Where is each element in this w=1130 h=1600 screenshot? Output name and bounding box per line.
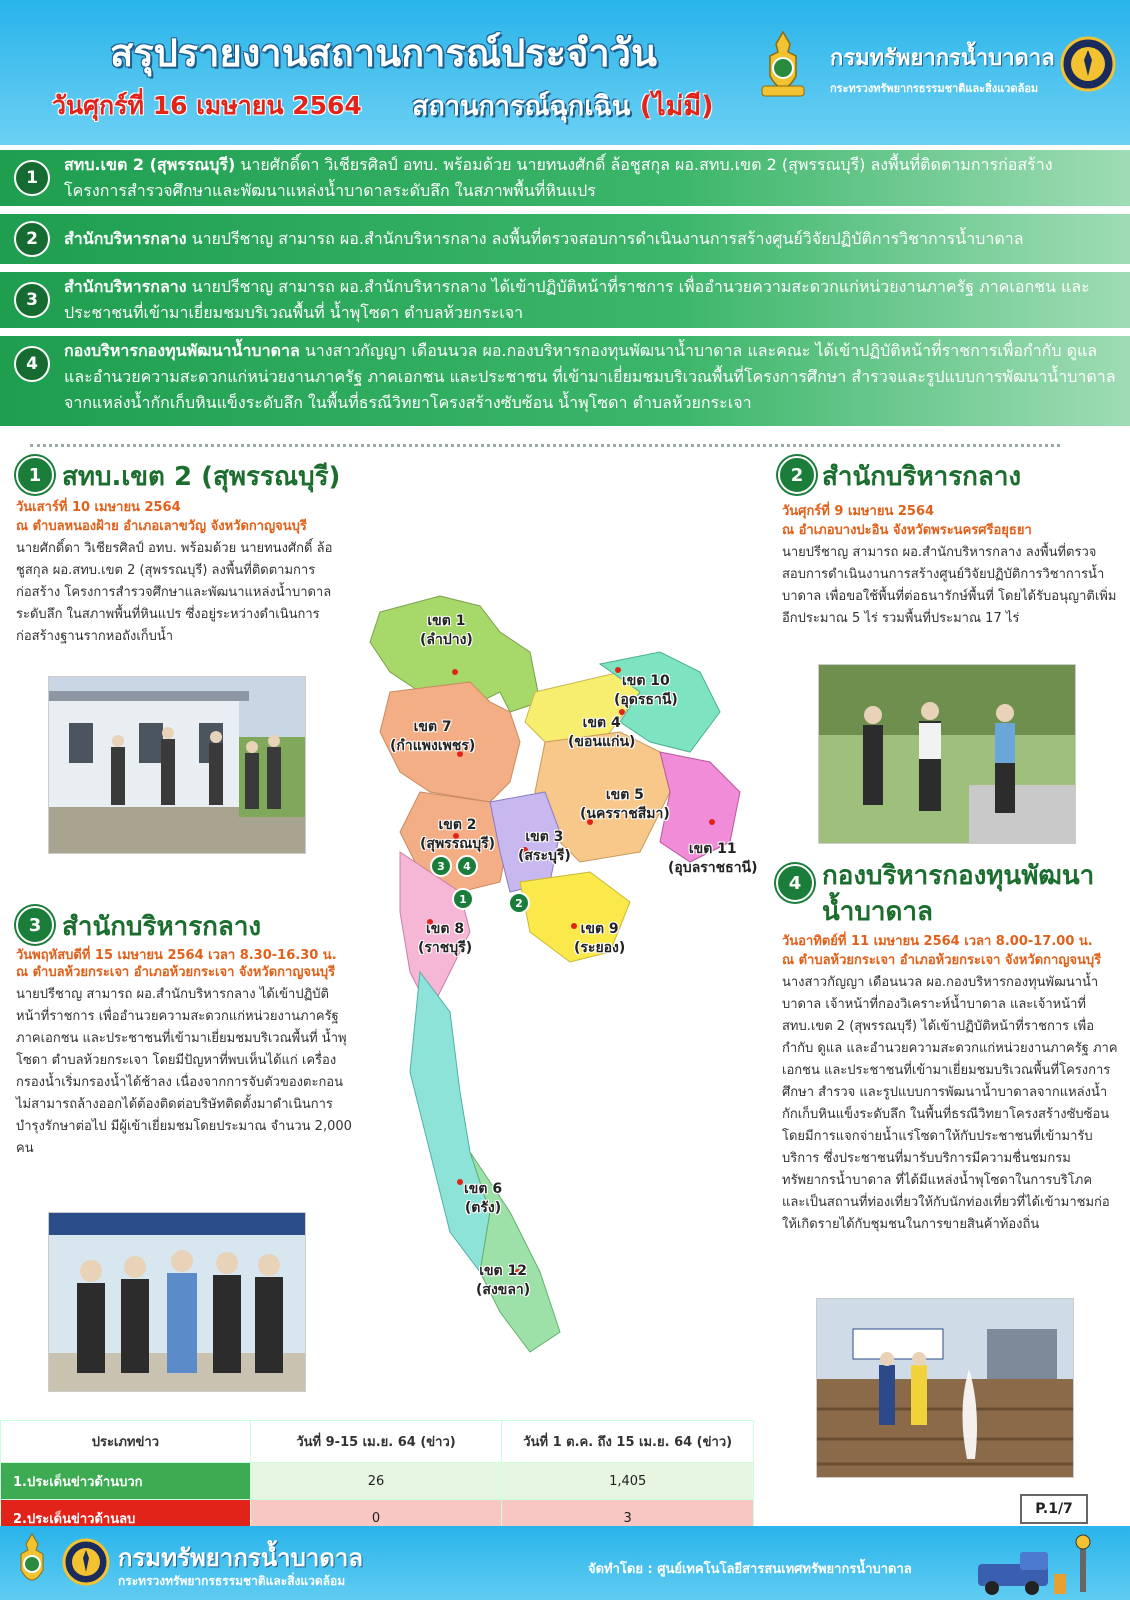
summary-item-3 [0, 272, 1130, 328]
section-3-photo [48, 1212, 306, 1392]
department-emblem-icon [10, 1532, 54, 1594]
map-label-region-5: เขต 5 (นครราชสีมา) [580, 787, 670, 822]
footer-produced-by: จัดทำโดย : ศูนย์เทคโนโลยีสารสนเทศทรัพยากรน้ำบาดาล [588, 1562, 912, 1577]
section-4-text: นางสาวกัญญา เดือนนวล ผอ.กองบริหารกองทุนพัฒนาน้ำบาดาล เจ้าหน้าที่กองวิเคราะห์น้ำบาดาล และเจ้าหน้าที่ สทบ.เขต 2 (สุพรรณบุรี) ได้เข้าปฏิบัติหน้าที่ราชการ เพื่อกำกับ ดูแล และอำนวยความสะดวกแก่หน่วยงานภาครัฐ ภาคเอกชน และประชาชนที่เข้ามาเยี่ยมชมบริเวณพื้นที่โครงการศึกษา สำรวจ และรูปแบบการพัฒนาน้ำบาดาลจากแหล่งน้ำกักเก็บหินแข็งระดับลึก ในพื้นที่ธรณีวิทยาโครงสร้างซับซ้อน โดยมีการแจกจ่ายน้ำแร่โซดาให้กับประชาชนที่เข้ามารับบริการ ซึ่งประชาชนที่มารับบริการมีความชื่นชมกรมทรัพยากรน้ำบาดาล ที่ได้มีแหล่งน้ำพุโซดาในการบริโภค และเป็นสถานที่ท่องเที่ยวให้กับนักท่องเที่ยวที่ได้เข้ามาชมก่อให้เกิดรายได้กับชุมชนในการขายสินค้าท้องถิ่น [782, 975, 1118, 1232]
section-1-text: นายศักดิ์ดา วิเชียรศิลป์ อทบ. พร้อมด้วย นายทนงศักดิ์ ล้อชูสกุล ผอ.สทบ.เขต 2 (สุพรรณบุรี) ลงพื้นที่ติดตามการก่อสร้าง โครงการสำรวจศึกษาและพัฒนาแหล่งน้ำบาดาลระดับลึก ในสภาพพื้นที่หินแปร ซึ่งอยู่ระหว่างดำเนินการก่อสร้างฐานรากหอถังเก็บน้ำ [16, 541, 333, 644]
map-label-region-4: เขต 4 (ขอนแก่น) [568, 715, 636, 750]
emergency-value: (ไม่มี) [639, 91, 714, 122]
ministry-name: กระทรวงทรัพยากรธรรมชาติและสิ่งแวดล้อม [830, 82, 1039, 95]
summary-item-4 [0, 336, 1130, 426]
section-2-photo [818, 664, 1076, 844]
section-3-text: นายปรีชาญ สามารถ ผอ.สำนักบริหารกลาง ได้เข้าปฏิบัติหน้าที่ราชการ เพื่ออำนวยความสะดวกแก่หน่วยงานภาครัฐ ภาคเอกชน และประชาชนที่เข้ามาเยี่ยมชมบริเวณพื้นที่ น้ำพุโซดา ตำบลห้วยกระเจา โดยมีปัญหาที่พบเห็นได้แก่ เครื่องกรองน้ำเริ่มกรองน้ำได้ช้าลง เนื่องจากการจับตัวของตะกอนไม่สามารถล้างออกได้ต้องติดต่อบริษัทติดตั้งมาดำเนินการบำรุงรักษาต่อไป มีผู้เข้าเยี่ยมชมโดยประมาณ จำนวน 2,000 คน [16, 987, 352, 1156]
table-header: ประเภทข่าว [1, 1421, 251, 1463]
group-photo-icon [49, 1213, 306, 1392]
table-row-positive [1, 1463, 754, 1500]
summary-number: 4 [14, 346, 50, 382]
page-header [0, 0, 1130, 145]
section-2-number: 2 [778, 456, 816, 494]
section-3-place: ณ ตำบลห้วยกระเจา อำเภอห้วยกระเจา จังหวัดกาญจนบุรี [16, 965, 336, 980]
summary-heading: กองบริหารกองทุนพัฒนาน้ำบาดาล [64, 341, 300, 360]
summary-heading: สำนักบริหารกลาง [64, 229, 187, 248]
section-3-date: วันพฤหัสบดีที่ 15 เมษายน 2564 เวลา 8.30-16.30 น. [16, 948, 337, 963]
summary-text [64, 226, 1116, 252]
section-2-place: ณ อำเภอบางปะอิน จังหวัดพระนครศรีอยุธยา [782, 523, 1032, 538]
map-label-region-6: เขต 6 (ตรัง) [464, 1181, 503, 1216]
page-number: P.1/7 [1020, 1494, 1088, 1524]
table-header-row [1, 1421, 754, 1463]
summary-body: นายศักดิ์ดา วิเชียรศิลป์ อทบ. พร้อมด้วย นายทนงศักดิ์ ล้อชูสกุล ผอ.สทบ.เขต 2 (สุพรรณบุรี) ลงพื้นที่ติดตามการก่อสร้าง โครงการสำรวจศึกษาและพัฒนาแหล่งน้ำบาดาลระดับลึก ในสภาพพื้นที่หินแปร [64, 155, 1053, 200]
map-label-region-12: เขต 12 (สงขลา) [476, 1263, 531, 1298]
section-1-place: ณ ตำบลหนองฝ้าย อำเภอเลาขวัญ จังหวัดกาญจนบุรี [16, 519, 307, 534]
table-cell: 1.ประเด็นข่าวด้านบวก [1, 1463, 251, 1500]
summary-number: 1 [14, 160, 50, 196]
summary-text [64, 274, 1116, 326]
table-header: วันที่ 1 ต.ค. ถึง 15 เม.ย. 64 (ข่าว) [502, 1421, 754, 1463]
table-cell: 1,405 [502, 1463, 754, 1500]
section-2-date: วันศุกร์ที่ 9 เมษายน 2564 [782, 504, 935, 519]
divider [30, 444, 1060, 447]
section-4-body [782, 950, 1118, 1236]
soda-spring-photo-icon [817, 1299, 1074, 1478]
summary-text [64, 338, 1116, 416]
drilling-truck-icon [970, 1534, 1120, 1598]
section-2-body [782, 520, 1118, 630]
footer-department-name: กรมทรัพยากรน้ำบาดาล [118, 1544, 364, 1572]
summary-body: นายปรีชาญ สามารถ ผอ.สำนักบริหารกลาง ได้เข้าปฏิบัติหน้าที่ราชการ เพื่ออำนวยความสะดวกแก่หน่วยงานภาครัฐ ภาคเอกชน และประชาชนที่เข้ามาเยี่ยมชมบริเวณพื้นที่ น้ำพุโซดา ตำบลห้วยกระเจา [64, 277, 1090, 322]
map-label-region-9: เขต 9 (ระยอง) [574, 921, 626, 956]
department-emblem-icon [752, 30, 814, 102]
summary-body: นายปรีชาญ สามารถ ผอ.สำนักบริหารกลาง ลงพื้นที่ตรวจสอบการดำเนินงานการสร้างศูนย์วิจัยปฏิบัติการวิชาการน้ำบาดาล [186, 229, 1024, 248]
emergency-label: สถานการณ์ฉุกเฉิน [412, 91, 631, 122]
section-4-number: 4 [776, 864, 814, 902]
section-4-title-line-1: กองบริหารกองทุนพัฒนา [822, 861, 1095, 891]
ministry-seal-icon [62, 1538, 110, 1586]
map-label-region-10: เขต 10 (อุดรธานี) [614, 673, 678, 708]
report-title: สรุปรายงานสถานการณ์ประจำวัน [110, 31, 657, 75]
department-name: กรมทรัพยากรน้ำบาดาล [830, 46, 1055, 71]
map-marker-3: 3 [430, 855, 452, 877]
map-label-region-7: เขต 7 (กำแพงเพชร) [390, 719, 476, 754]
map-label-region-11: เขต 11 (อุบลราชธานี) [668, 841, 758, 876]
department-block [830, 40, 1055, 97]
section-2-title: สำนักบริหารกลาง [822, 462, 1022, 492]
map-region-6 [410, 972, 490, 1272]
summary-item-1 [0, 150, 1130, 206]
summary-heading: สทบ.เขต 2 (สุพรรณบุรี) [64, 155, 236, 174]
page-footer [0, 1526, 1130, 1600]
summary-number: 2 [14, 221, 50, 257]
map-marker-2: 2 [508, 892, 530, 914]
section-1-number: 1 [16, 456, 54, 494]
section-1-date: วันเสาร์ที่ 10 เมษายน 2564 [16, 500, 181, 515]
map-marker-1: 1 [452, 888, 474, 910]
summary-heading: สำนักบริหารกลาง [64, 277, 187, 296]
section-4-title [822, 858, 1094, 930]
summary-text [64, 152, 1116, 204]
section-4-place: ณ ตำบลห้วยกระเจา อำเภอห้วยกระเจา จังหวัดกาญจนบุรี [782, 953, 1102, 968]
section-4-title-line-2: น้ำบาดาล [822, 897, 933, 927]
map-marker-4: 4 [456, 855, 478, 877]
news-stats-table [0, 1420, 754, 1537]
summary-number: 3 [14, 282, 50, 318]
summary-body: นางสาวกัญญา เดือนนวล ผอ.กองบริหารกองทุนพัฒนาน้ำบาดาล และคณะ ได้เข้าปฏิบัติหน้าที่ราชการเพื่อกำกับ ดูแล และอำนวยความสะดวกแก่หน่วยงานภาครัฐ ภาคเอกชน และประชาชน ที่เข้ามาเยี่ยมชมบริเวณพื้นที่โครงการศึกษา สำรวจและรูปแบบการพัฒนาน้ำบาดาลจากแหล่งน้ำกักเก็บหินแข็งระดับลึก ในพื้นที่ธรณีวิทยาโครงสร้างซับซ้อน น้ำพุโซดา ตำบลห้วยกระเจา [64, 341, 1116, 412]
map-label-region-3: เขต 3 (สระบุรี) [518, 829, 571, 864]
emergency-status [412, 84, 714, 127]
field-inspection-photo-icon [819, 665, 1076, 844]
map-label-region-2: เขต 2 (สุพรรณบุรี) [420, 817, 496, 852]
report-date: วันศุกร์ที่ 16 เมษายน 2564 [52, 91, 362, 120]
section-3-body [16, 962, 354, 1160]
table-cell: 3 [502, 1500, 754, 1537]
footer-ministry-name: กระทรวงทรัพยากรธรรมชาติและสิ่งแวดล้อม [118, 1574, 346, 1588]
section-1-title: สทบ.เขต 2 (สุพรรณบุรี) [62, 462, 341, 492]
table-cell: 26 [250, 1463, 502, 1500]
table-cell: 0 [250, 1500, 502, 1537]
section-1-photo [48, 676, 306, 854]
ministry-seal-icon [1060, 36, 1116, 92]
site-inspection-photo-icon [49, 677, 306, 854]
section-4-date: วันอาทิตย์ที่ 11 เมษายน 2564 เวลา 8.00-17.00 น. [782, 934, 1093, 949]
section-4-photo [816, 1298, 1074, 1478]
section-1-body [16, 516, 346, 648]
table-header: วันที่ 9-15 เม.ย. 64 (ข่าว) [250, 1421, 502, 1463]
section-3-number: 3 [16, 906, 54, 944]
table-cell: 2.ประเด็นข่าวด้านลบ [1, 1500, 251, 1537]
map-label-region-1: เขต 1 (ลำปาง) [420, 613, 473, 648]
section-2-text: นายปรีชาญ สามารถ ผอ.สำนักบริหารกลาง ลงพื้นที่ตรวจสอบการดำเนินงานการสร้างศูนย์วิจัยปฏิบัติการวิชาการน้ำบาดาล เพื่อขอใช้พื้นที่ต่อธนารักษ์พื้นที่ โดยได้รับอนุญาติเพิ่มอีกประมาณ 5 ไร่ รวมพื้นที่ประมาณ 17 ไร่ [782, 545, 1117, 626]
map-label-region-8: เขต 8 (ราชบุรี) [418, 921, 473, 956]
summary-item-2 [0, 214, 1130, 264]
section-3-title: สำนักบริหารกลาง [62, 912, 262, 942]
